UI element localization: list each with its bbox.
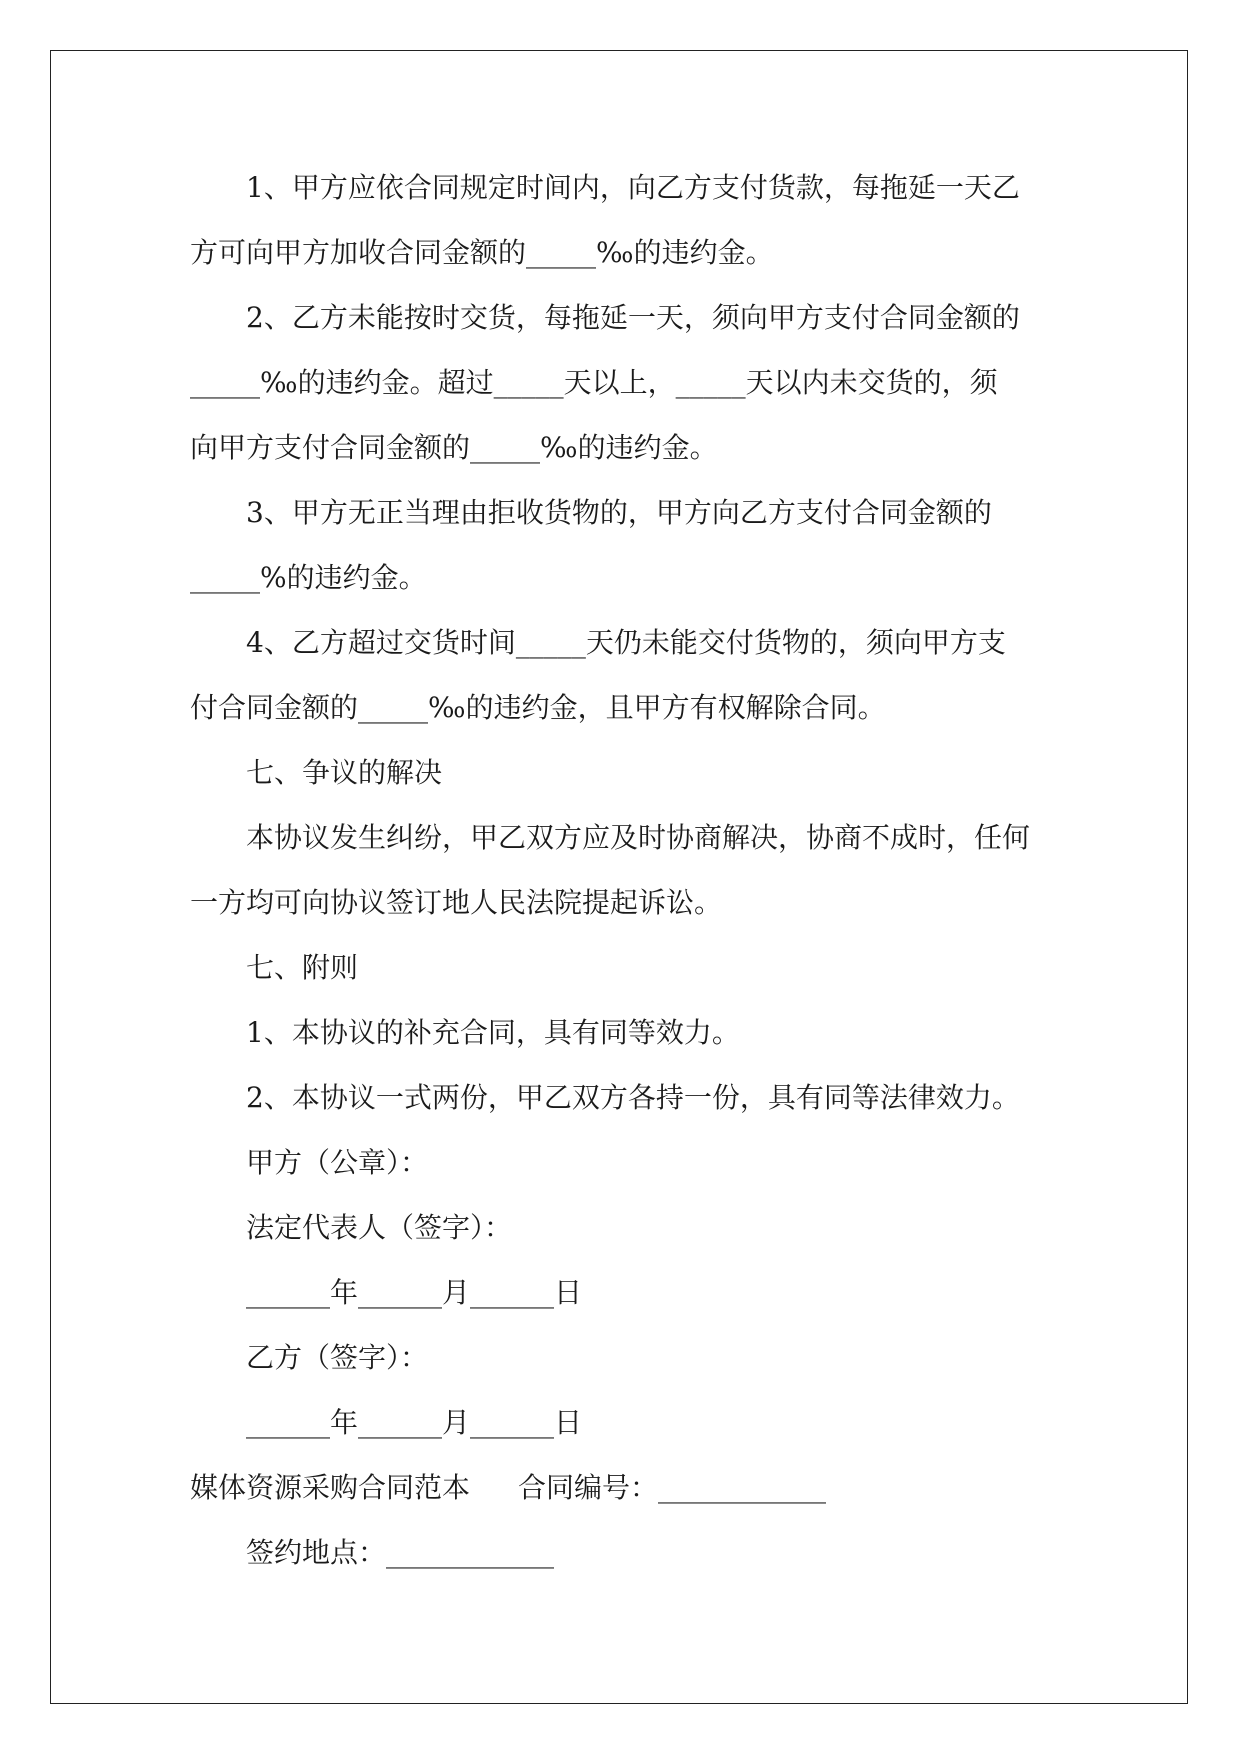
heading-dispute-resolution: 七、争议的解决 [246, 756, 443, 789]
sign-place-field: 签约地点：____________ [246, 1536, 555, 1569]
clause-3-line-1: 3、甲方无正当理由拒收货物的，甲方向乙方支付合同金额的 [246, 496, 992, 529]
supplementary-item-1: 1、本协议的补充合同，具有同等效力。 [246, 1016, 740, 1049]
clause-2-line-2: _____‰的违约金。超过_____天以上，_____天以内未交货的，须 [190, 366, 998, 399]
party-a-seal-label: 甲方（公章）： [246, 1146, 429, 1179]
party-b-sign-label: 乙方（签字）： [246, 1341, 429, 1374]
dispute-line-1: 本协议发生纠纷，甲乙双方应及时协商解决，协商不成时，任何 [246, 821, 1031, 854]
legal-rep-label: 法定代表人（签字）： [246, 1211, 513, 1244]
clause-1-line-2: 方可向甲方加收合同金额的_____‰的违约金。 [190, 236, 774, 269]
clause-3-line-2: _____%的违约金。 [190, 561, 427, 594]
clause-4-line-1: 4、乙方超过交货时间_____天仍未能交付货物的，须向甲方支 [246, 626, 1006, 659]
next-contract-title: 媒体资源采购合同范本 [190, 1471, 471, 1504]
contract-number-field: 合同编号：____________ [518, 1471, 827, 1504]
supplementary-item-2: 2、本协议一式两份，甲乙双方各持一份，具有同等法律效力。 [246, 1081, 1020, 1114]
document-body [190, 155, 1070, 1585]
clause-2-line-3: 向甲方支付合同金额的_____‰的违约金。 [190, 431, 718, 464]
heading-supplementary: 七、附则 [246, 951, 359, 984]
next-contract-header [190, 1455, 1070, 1520]
clause-1-line-1: 1、甲方应依合同规定时间内，向乙方支付货款，每拖延一天乙 [246, 171, 1020, 204]
party-a-date-line: ______年______月______日 [246, 1276, 583, 1309]
clause-2-line-1: 2、乙方未能按时交货，每拖延一天，须向甲方支付合同金额的 [246, 301, 1020, 334]
party-b-date-line: ______年______月______日 [246, 1406, 583, 1439]
clause-4-line-2: 付合同金额的_____‰的违约金，且甲方有权解除合同。 [190, 691, 886, 724]
dispute-line-2: 一方均可向协议签订地人民法院提起诉讼。 [190, 886, 723, 919]
